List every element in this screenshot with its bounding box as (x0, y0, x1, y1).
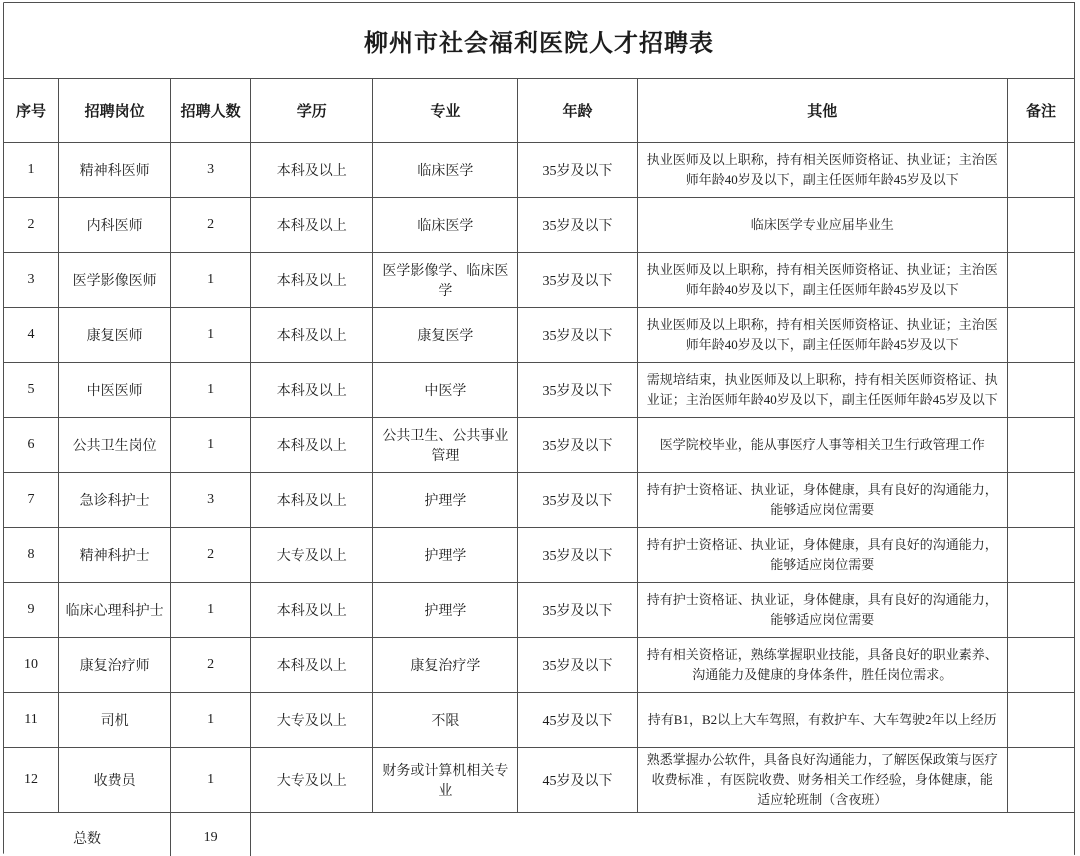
cell-major: 康复治疗学 (373, 638, 518, 693)
cell-education: 本科及以上 (251, 473, 373, 528)
table-row (4, 528, 1075, 583)
cell-remark (1007, 308, 1074, 363)
cell-age: 35岁及以下 (518, 198, 637, 253)
cell-other: 熟悉掌握办公软件，具备良好沟通能力，了解医保政策与医疗收费标准 ，有医院收费、财务相关工作经验，身体健康，能适应轮班制（含夜班） (637, 748, 1007, 813)
cell-education: 大专及以上 (251, 528, 373, 583)
cell-major: 财务或计算机相关专业 (373, 748, 518, 813)
cell-remark (1007, 583, 1074, 638)
cell-major: 临床医学 (373, 143, 518, 198)
cell-remark (1007, 748, 1074, 813)
cell-position: 康复治疗师 (59, 638, 171, 693)
total-label: 总数 (4, 813, 171, 856)
cell-position: 精神科护士 (59, 528, 171, 583)
cell-age: 45岁及以下 (518, 693, 637, 748)
cell-no: 1 (4, 143, 59, 198)
table-row (4, 418, 1075, 473)
cell-age: 35岁及以下 (518, 418, 637, 473)
cell-no: 12 (4, 748, 59, 813)
cell-other: 临床医学专业应届毕业生 (637, 198, 1007, 253)
cell-other: 持有护士资格证、执业证，身体健康，具有良好的沟通能力，能够适应岗位需要 (637, 473, 1007, 528)
cell-count: 2 (171, 638, 251, 693)
table-row (4, 583, 1075, 638)
title-row (4, 3, 1075, 79)
total-row (4, 813, 1075, 856)
cell-other: 持有相关资格证，熟练掌握职业技能，具备良好的职业素养、沟通能力及健康的身体条件，胜任岗位需求。 (637, 638, 1007, 693)
cell-education: 本科及以上 (251, 308, 373, 363)
cell-age: 35岁及以下 (518, 528, 637, 583)
cell-major: 临床医学 (373, 198, 518, 253)
cell-position: 医学影像医师 (59, 253, 171, 308)
cell-no: 10 (4, 638, 59, 693)
cell-other: 需规培结束，执业医师及以上职称，持有相关医师资格证、执业证；主治医师年龄40岁及以下，副主任医师年龄45岁及以下 (637, 363, 1007, 418)
cell-age: 35岁及以下 (518, 473, 637, 528)
cell-remark (1007, 638, 1074, 693)
cell-other: 执业医师及以上职称，持有相关医师资格证、执业证；主治医师年龄40岁及以下，副主任医师年龄45岁及以下 (637, 143, 1007, 198)
table-row (4, 638, 1075, 693)
cell-position: 临床心理科护士 (59, 583, 171, 638)
cell-education: 本科及以上 (251, 418, 373, 473)
cell-age: 35岁及以下 (518, 638, 637, 693)
cell-remark (1007, 418, 1074, 473)
cell-remark (1007, 473, 1074, 528)
column-header: 年龄 (518, 79, 637, 143)
cell-major: 医学影像学、临床医学 (373, 253, 518, 308)
cell-no: 4 (4, 308, 59, 363)
cell-remark (1007, 528, 1074, 583)
cell-position: 急诊科护士 (59, 473, 171, 528)
cell-major: 护理学 (373, 528, 518, 583)
table-row (4, 473, 1075, 528)
cell-count: 1 (171, 418, 251, 473)
cell-major: 护理学 (373, 473, 518, 528)
cell-no: 7 (4, 473, 59, 528)
table-row (4, 363, 1075, 418)
cell-no: 5 (4, 363, 59, 418)
cell-age: 35岁及以下 (518, 308, 637, 363)
column-header: 专业 (373, 79, 518, 143)
cell-major: 公共卫生、公共事业管理 (373, 418, 518, 473)
cell-remark (1007, 363, 1074, 418)
cell-age: 35岁及以下 (518, 363, 637, 418)
table-row (4, 253, 1075, 308)
cell-count: 1 (171, 583, 251, 638)
cell-other: 持有B1，B2以上大车驾照，有救护车、大车驾驶2年以上经历 (637, 693, 1007, 748)
column-header: 序号 (4, 79, 59, 143)
cell-count: 1 (171, 308, 251, 363)
column-header: 备注 (1007, 79, 1074, 143)
cell-remark (1007, 253, 1074, 308)
cell-count: 3 (171, 473, 251, 528)
cell-age: 35岁及以下 (518, 143, 637, 198)
cell-education: 本科及以上 (251, 253, 373, 308)
cell-education: 本科及以上 (251, 583, 373, 638)
cell-position: 内科医师 (59, 198, 171, 253)
cell-count: 1 (171, 748, 251, 813)
cell-no: 6 (4, 418, 59, 473)
page-title: 柳州市社会福利医院人才招聘表 (4, 3, 1075, 79)
cell-no: 11 (4, 693, 59, 748)
cell-remark (1007, 143, 1074, 198)
cell-age: 35岁及以下 (518, 253, 637, 308)
cell-position: 收费员 (59, 748, 171, 813)
cell-position: 精神科医师 (59, 143, 171, 198)
cell-other: 执业医师及以上职称，持有相关医师资格证、执业证；主治医师年龄40岁及以下，副主任医师年龄45岁及以下 (637, 253, 1007, 308)
cell-no: 3 (4, 253, 59, 308)
cell-no: 9 (4, 583, 59, 638)
table-row (4, 143, 1075, 198)
column-header: 招聘岗位 (59, 79, 171, 143)
cell-education: 本科及以上 (251, 198, 373, 253)
total-empty-cell (251, 813, 1075, 856)
cell-education: 本科及以上 (251, 143, 373, 198)
cell-no: 8 (4, 528, 59, 583)
cell-age: 45岁及以下 (518, 748, 637, 813)
cell-other: 持有护士资格证、执业证，身体健康，具有良好的沟通能力，能够适应岗位需要 (637, 528, 1007, 583)
cell-major: 康复医学 (373, 308, 518, 363)
column-header: 招聘人数 (171, 79, 251, 143)
total-count: 19 (171, 813, 251, 856)
cell-count: 1 (171, 363, 251, 418)
cell-count: 2 (171, 198, 251, 253)
cell-education: 本科及以上 (251, 363, 373, 418)
cell-position: 康复医师 (59, 308, 171, 363)
column-header: 学历 (251, 79, 373, 143)
recruitment-table (3, 2, 1075, 856)
cell-major: 护理学 (373, 583, 518, 638)
cell-position: 司机 (59, 693, 171, 748)
cell-other: 执业医师及以上职称，持有相关医师资格证、执业证；主治医师年龄40岁及以下，副主任医师年龄45岁及以下 (637, 308, 1007, 363)
cell-position: 中医医师 (59, 363, 171, 418)
table-row (4, 693, 1075, 748)
cell-other: 医学院校毕业，能从事医疗人事等相关卫生行政管理工作 (637, 418, 1007, 473)
table-row (4, 748, 1075, 813)
cell-education: 大专及以上 (251, 693, 373, 748)
cell-count: 1 (171, 253, 251, 308)
table-row (4, 308, 1075, 363)
cell-remark (1007, 693, 1074, 748)
cell-count: 3 (171, 143, 251, 198)
cell-education: 本科及以上 (251, 638, 373, 693)
cell-education: 大专及以上 (251, 748, 373, 813)
cell-no: 2 (4, 198, 59, 253)
cell-age: 35岁及以下 (518, 583, 637, 638)
cell-position: 公共卫生岗位 (59, 418, 171, 473)
cell-other: 持有护士资格证、执业证，身体健康，具有良好的沟通能力，能够适应岗位需要 (637, 583, 1007, 638)
cell-major: 中医学 (373, 363, 518, 418)
cell-count: 1 (171, 693, 251, 748)
column-header: 其他 (637, 79, 1007, 143)
cell-count: 2 (171, 528, 251, 583)
header-row (4, 79, 1075, 143)
table-row (4, 198, 1075, 253)
cell-major: 不限 (373, 693, 518, 748)
cell-remark (1007, 198, 1074, 253)
